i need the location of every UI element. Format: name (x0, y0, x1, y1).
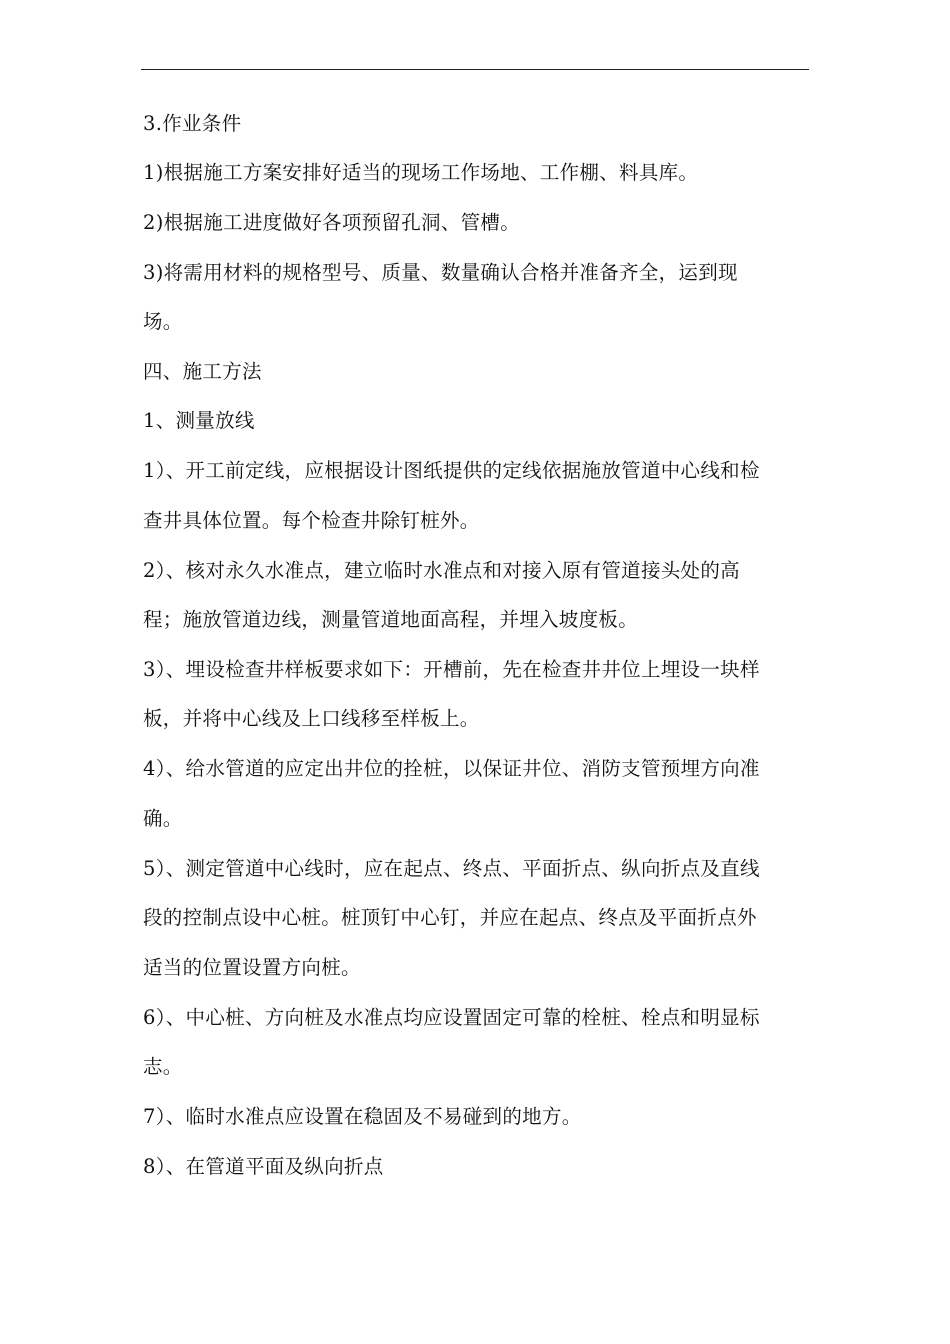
text-line: 2)根据施工进度做好各项预留孔洞、管槽。 (143, 211, 521, 234)
text-line: 查井具体位置。每个检查井除钉桩外。 (143, 509, 480, 532)
text-line: 适当的位置设置方向桩。 (143, 956, 361, 979)
text-line: 3)将需用材料的规格型号、质量、数量确认合格并准备齐全，运到现 (143, 261, 738, 284)
text-line: 7）、临时水准点应设置在稳固及不易碰到的地方。 (143, 1105, 582, 1128)
text-line: 志。 (143, 1055, 183, 1078)
text-line: 5）、测定管道中心线时，应在起点、终点、平面折点、纵向折点及直线 (143, 857, 760, 880)
text-line: 1）、开工前定线，应根据设计图纸提供的定线依据施放管道中心线和检 (143, 459, 760, 482)
text-line: 2）、核对永久水准点，建立临时水准点和对接入原有管道接头处的高 (143, 559, 740, 582)
text-line: 8）、在管道平面及纵向折点 (143, 1155, 384, 1178)
text-line: 四、施工方法 (143, 360, 262, 383)
text-line: 1)根据施工方案安排好适当的现场工作场地、工作棚、料具库。 (143, 161, 699, 184)
text-line: 4）、给水管道的应定出井位的拴桩，以保证井位、消防支管预埋方向准 (143, 757, 760, 780)
header-rule (141, 69, 809, 70)
text-line: 1、测量放线 (143, 409, 255, 432)
text-line: 3.作业条件 (143, 112, 242, 135)
text-line: 确。 (143, 807, 183, 830)
text-line: 3）、埋设检查井样板要求如下：开槽前，先在检查井井位上埋设一块样 (143, 658, 760, 681)
text-line: 程；施放管道边线，测量管道地面高程，并埋入坡度板。 (143, 608, 639, 631)
text-line: 板，并将中心线及上口线移至样板上。 (143, 707, 480, 730)
text-line: 6）、中心桩、方向桩及水准点均应设置固定可靠的栓桩、栓点和明显标 (143, 1006, 760, 1029)
text-line: 场。 (143, 310, 183, 333)
text-line: 段的控制点设中心桩。桩顶钉中心钉，并应在起点、终点及平面折点外 (143, 906, 757, 929)
